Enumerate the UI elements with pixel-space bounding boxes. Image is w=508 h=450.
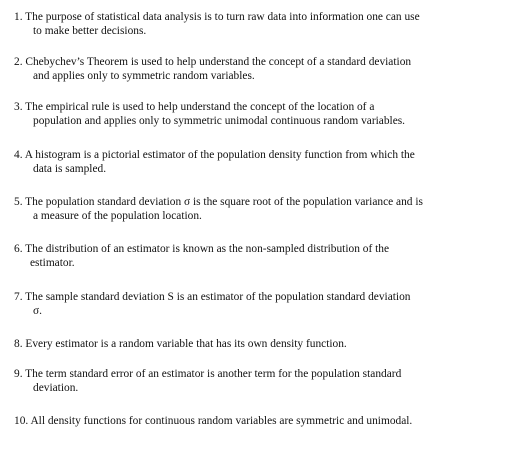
statement-10 — [14, 414, 502, 428]
statement-4-line-2: data is sampled. — [33, 163, 107, 175]
statement-5 — [14, 195, 502, 223]
statement-5-line-1: 5. The population standard deviation σ is the square root of the population variance and is — [14, 196, 423, 208]
statement-1-line-1: 1. The purpose of statistical data analysis is to turn raw data into information one can use — [14, 11, 420, 23]
statement-1-line-2: to make better decisions. — [33, 25, 147, 37]
statement-2-line-1: 2. Chebychev’s Theorem is used to help understand the concept of a standard deviation — [14, 56, 412, 68]
statement-9-line-2: deviation. — [33, 382, 79, 394]
statement-1 — [14, 10, 502, 38]
statement-6 — [14, 242, 502, 270]
statement-7 — [14, 290, 502, 318]
statement-10-line-1: 10. All density functions for continuous random variables are symmetric and unimodal. — [14, 415, 413, 427]
statement-3-line-1: 3. The empirical rule is used to help understand the concept of the location of a — [14, 101, 375, 113]
statement-7-line-1: 7. The sample standard deviation S is an estimator of the population standard deviation — [14, 291, 411, 303]
statement-2 — [14, 55, 502, 83]
statement-6-line-1: 6. The distribution of an estimator is known as the non-sampled distribution of the — [14, 243, 389, 255]
statement-2-line-2: and applies only to symmetric random variables. — [33, 70, 255, 82]
statement-7-line-2: σ. — [33, 305, 42, 317]
statement-6-line-2: estimator. — [30, 257, 75, 269]
statement-3-line-2: population and applies only to symmetric unimodal continuous random variables. — [33, 115, 406, 127]
statement-4-line-1: 4. A histogram is a pictorial estimator of the population density function from which the — [14, 149, 415, 161]
statement-5-line-2: a measure of the population location. — [33, 210, 202, 222]
statement-3 — [14, 100, 502, 128]
statement-9 — [14, 367, 502, 395]
statement-4 — [14, 148, 502, 176]
statement-8 — [14, 337, 502, 351]
statement-9-line-1: 9. The term standard error of an estimator is another term for the population standard — [14, 368, 402, 380]
statement-8-line-1: 8. Every estimator is a random variable that has its own density function. — [14, 338, 347, 350]
